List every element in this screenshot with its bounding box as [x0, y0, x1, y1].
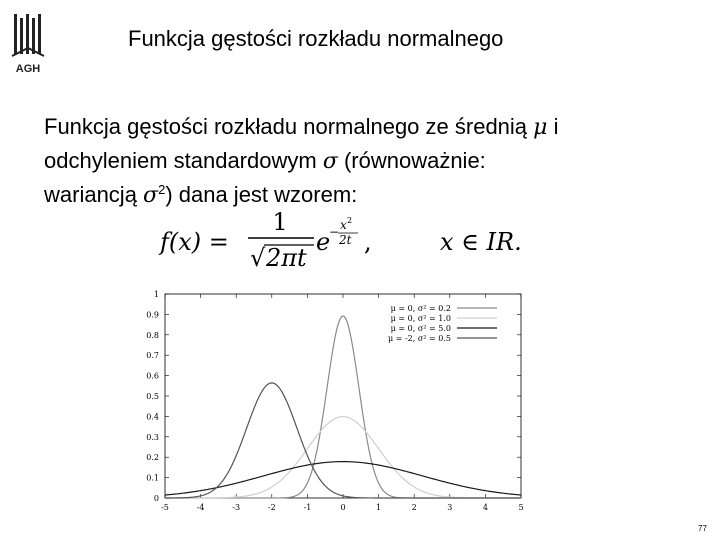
- x-tick-label: -4: [196, 503, 205, 512]
- y-tick-label: 0.3: [146, 432, 159, 442]
- agh-logo: [8, 12, 48, 76]
- x-tick-label: 1: [376, 503, 382, 512]
- y-tick-label: 0.6: [146, 371, 159, 381]
- formula-numerator: 1: [272, 208, 288, 236]
- formula-sqrt-sign: √: [250, 244, 266, 270]
- density-formula: [150, 206, 550, 270]
- body-line2-b: (równoważnie:: [337, 148, 486, 173]
- legend-label-1: μ = 0, σ² = 0.2: [390, 304, 451, 313]
- plot-frame: [165, 294, 521, 498]
- exponent-numerator-sup: 2: [347, 216, 353, 225]
- x-tick-label: 2: [411, 503, 417, 512]
- sigma-symbol: σ: [322, 149, 338, 174]
- legend-label-2: μ = 0, σ² = 1.0: [390, 314, 451, 323]
- body-line3-a: wariancją: [44, 182, 144, 207]
- body-line2-a: odchyleniem standardowym: [44, 148, 323, 173]
- logo-text: AGH: [15, 63, 41, 75]
- exponent-denominator: 2t: [339, 233, 352, 247]
- y-tick-label: 0.9: [146, 310, 159, 320]
- exponent-minus: −: [329, 225, 340, 239]
- exponent-numerator: x: [340, 218, 347, 232]
- page-number: 77: [698, 524, 707, 533]
- x-tick-label: 0: [340, 503, 346, 512]
- formula-base: e: [316, 228, 331, 256]
- y-tick-label: 1: [153, 290, 159, 299]
- y-tick-label: 0.8: [146, 330, 159, 340]
- sigma2-symbol: σ: [143, 183, 159, 208]
- x-tick-label: 5: [518, 503, 524, 512]
- body-line3-b: ) dana jest wzorem:: [165, 182, 358, 207]
- formula-lhs: f(x) =: [160, 228, 229, 256]
- y-tick-label: 0: [153, 494, 159, 503]
- formula-denominator: 2πt: [266, 244, 307, 270]
- agh-logo-mark: [8, 12, 48, 76]
- y-tick-label: 0.7: [146, 351, 159, 361]
- legend-label-4: μ = -2, σ² = 0.5: [387, 334, 451, 343]
- normal-density-chart: [140, 286, 530, 516]
- legend-label-3: μ = 0, σ² = 5.0: [390, 324, 451, 333]
- formula-comma: ,: [364, 228, 372, 256]
- y-tick-label: 0.2: [146, 453, 159, 463]
- x-tick-label: 3: [447, 503, 453, 512]
- square-superscript: 2: [158, 182, 166, 197]
- x-tick-label: -5: [161, 503, 169, 512]
- formula-domain: x ∈ IR.: [440, 228, 522, 256]
- y-tick-label: 0.4: [146, 412, 159, 422]
- x-tick-label: 4: [482, 503, 488, 512]
- mu-symbol: μ: [533, 115, 548, 140]
- x-tick-label: -3: [232, 503, 241, 512]
- y-tick-label: 0.5: [146, 392, 159, 401]
- body-line1-a: Funkcja gęstości rozkładu normalnego ze średnią: [44, 114, 534, 139]
- slide-title: Funkcja gęstości rozkładu normalnego: [128, 26, 504, 51]
- x-tick-label: -1: [303, 503, 312, 512]
- y-tick-label: 0.1: [146, 473, 159, 483]
- body-line1-b: i: [547, 114, 559, 139]
- body-text: [44, 110, 684, 212]
- x-tick-label: -2: [267, 503, 276, 512]
